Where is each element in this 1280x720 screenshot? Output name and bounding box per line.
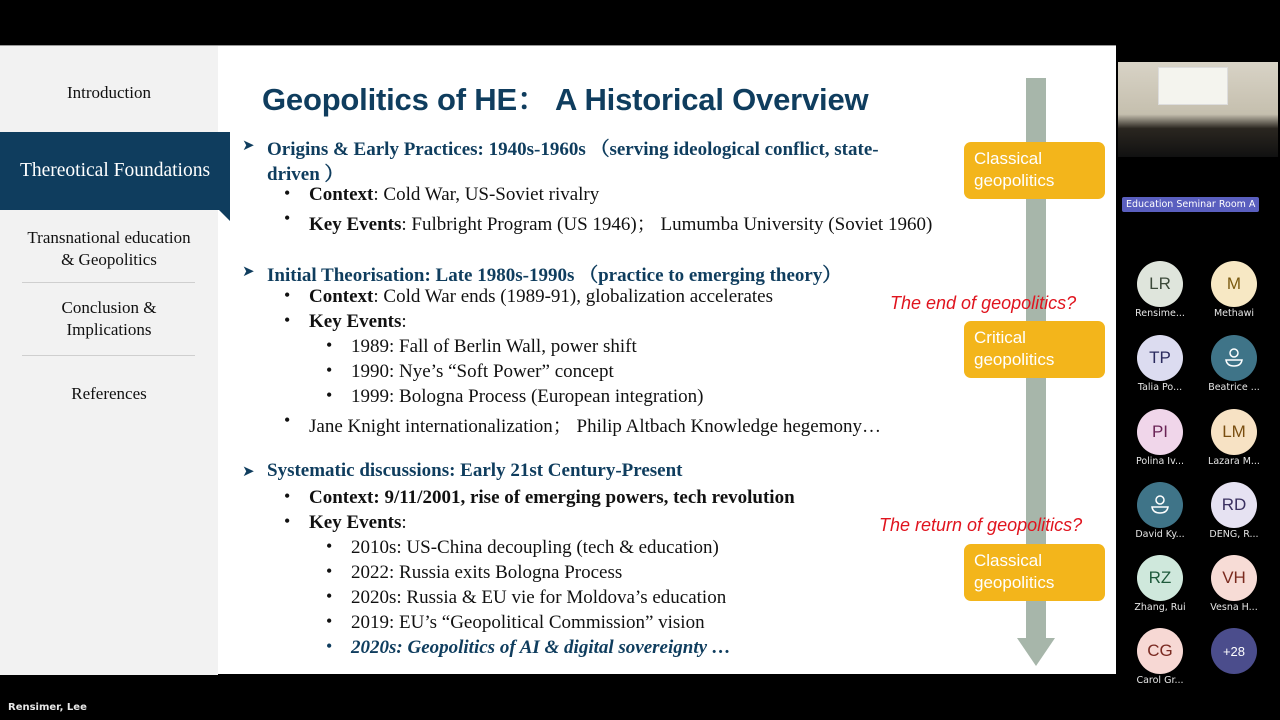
key-events-label: Key Events [309, 214, 402, 235]
room-label: Education Seminar Room A [1122, 197, 1259, 212]
more-participants-button[interactable] [1204, 628, 1264, 674]
nav-divider [22, 282, 195, 283]
arrow-bullet-icon: ➤ [242, 262, 255, 280]
participant-name: David Ky... [1135, 529, 1185, 540]
timeline-box-critical [964, 321, 1105, 378]
key-events-line [309, 311, 407, 333]
timeline-box-classical [964, 142, 1105, 199]
nav-label-line2: & Geopolitics [61, 250, 157, 269]
participant-tile[interactable] [1204, 482, 1264, 540]
avatar [1137, 482, 1183, 528]
avatar: RD [1211, 482, 1257, 528]
participant-tile[interactable] [1204, 409, 1264, 467]
avatar: LR [1137, 261, 1183, 307]
slide-content [218, 46, 1116, 675]
participant-name: DENG, R... [1209, 529, 1259, 540]
avatar: LM [1211, 409, 1257, 455]
key-events-label: Key Events [309, 512, 402, 533]
event-item: 2020s: Russia & EU vie for Moldova’s education [351, 587, 727, 608]
note-end-of-geopolitics: The end of geopolitics? [890, 293, 1077, 313]
timeline-arrow-down-icon [1017, 638, 1055, 666]
nav-label-line2: Implications [66, 320, 152, 339]
participant-tile[interactable] [1130, 335, 1190, 393]
avatar: PI [1137, 409, 1183, 455]
nav-item-theoretical-foundations: Thereotical Foundations [0, 132, 230, 210]
context-label: Context [309, 184, 374, 205]
participant-tile[interactable] [1130, 555, 1190, 613]
bullet-icon: • [284, 208, 291, 228]
box-line2: geopolitics [974, 350, 1055, 369]
more-count: +28 [1211, 628, 1257, 674]
participant-name: Lazara M... [1208, 456, 1260, 467]
event-item-highlight: 2020s: Geopolitics of AI & digital sovereignty … [351, 637, 731, 658]
bullet-icon: • [326, 335, 333, 355]
section-heading-systematic: Systematic discussions: Early 21st Century-Present [267, 460, 683, 481]
context-label: Context [309, 286, 374, 307]
person-icon [1149, 494, 1171, 516]
bullet-icon: • [284, 310, 291, 330]
slide-section-nav [0, 46, 218, 675]
box-line2: geopolitics [974, 573, 1055, 592]
participant-tile[interactable] [1130, 628, 1190, 686]
avatar: CG [1137, 628, 1183, 674]
nav-label-line1: Transnational education [27, 228, 191, 247]
event-item: 2019: EU’s “Geopolitical Commission” vision [351, 612, 705, 633]
person-icon [1223, 347, 1245, 369]
box-line1: Critical [974, 328, 1026, 347]
bullet-icon: • [326, 636, 333, 656]
participant-tile[interactable] [1204, 555, 1264, 613]
presentation-slide [0, 45, 1116, 674]
context-line [309, 184, 599, 206]
bullet-icon: • [326, 536, 333, 556]
box-line1: Classical [974, 551, 1043, 570]
participant-tile[interactable] [1130, 482, 1190, 540]
context-line: Context: 9/11/2001, rise of emerging powers, tech revolution [309, 487, 795, 508]
nav-item-references: References [71, 384, 147, 403]
colon: : [401, 311, 407, 332]
event-item: 2022: Russia exits Bologna Process [351, 562, 623, 583]
context-text: : Cold War ends (1989-91), globalization accelerates [373, 286, 774, 307]
participant-name: Rensime... [1135, 308, 1185, 319]
key-events-label: Key Events [309, 311, 402, 332]
context-text: : Cold War, US-Soviet rivalry [373, 184, 600, 205]
bullet-icon: • [326, 611, 333, 631]
note-return-of-geopolitics: The return of geopolitics? [879, 515, 1083, 535]
section-heading-origins: Origins & Early Practices: 1940s-1960s （serving ideological conflict, state- [267, 139, 879, 160]
bullet-icon: • [284, 486, 291, 506]
nav-item-transnational-education [0, 227, 218, 271]
event-item: 2010s: US-China decoupling (tech & education) [351, 537, 719, 558]
participant-name: Carol Gr... [1136, 675, 1184, 686]
key-events-line [309, 512, 407, 534]
participant-tile[interactable] [1204, 335, 1264, 393]
participant-tile[interactable] [1130, 409, 1190, 467]
avatar: RZ [1137, 555, 1183, 601]
timeline-box-classical-return [964, 544, 1105, 601]
bullet-icon: • [326, 360, 333, 380]
event-item: 1990: Nye’s “Soft Power” concept [351, 361, 614, 382]
slide-title: Geopolitics of HE： A Historical Overview [262, 82, 869, 117]
avatar: TP [1137, 335, 1183, 381]
participant-gallery [1116, 45, 1280, 686]
participant-name: Methawi [1213, 308, 1255, 319]
key-events-text: : Fulbright Program (US 1946)； Lumumba University (Soviet 1960) [401, 214, 933, 235]
nav-item-introduction: Introduction [66, 83, 152, 102]
nav-divider [22, 355, 195, 356]
projector-screen [1158, 67, 1228, 105]
nav-item-conclusion [0, 297, 218, 341]
participant-name: Beatrice ... [1208, 382, 1260, 393]
avatar [1211, 335, 1257, 381]
participant-tile[interactable] [1204, 261, 1264, 319]
box-line2: geopolitics [974, 171, 1055, 190]
bullet-icon: • [326, 561, 333, 581]
bullet-icon: • [284, 511, 291, 531]
event-item: 1999: Bologna Process (European integration) [351, 386, 704, 407]
colon: : [401, 512, 407, 533]
presenter-name-label: Rensimer, Lee [8, 702, 87, 713]
box-line1: Classical [974, 149, 1043, 168]
section-heading-theorisation: Initial Theorisation: Late 1980s-1990s （practice to emerging theory） [267, 265, 842, 286]
scholars-line: Jane Knight internationalization； Philip Altbach Knowledge hegemony… [309, 416, 881, 437]
key-events-line [309, 209, 932, 236]
avatar: VH [1211, 555, 1257, 601]
avatar: M [1211, 261, 1257, 307]
context-line [309, 286, 773, 308]
participant-name: Vesna H... [1210, 602, 1258, 613]
arrow-bullet-icon: ➤ [242, 462, 255, 480]
room-video-tile[interactable] [1118, 62, 1278, 157]
bullet-icon: • [326, 385, 333, 405]
participant-name: Zhang, Rui [1134, 602, 1186, 613]
bullet-icon: • [284, 285, 291, 305]
bullet-icon: • [284, 410, 291, 430]
participant-name: Polina Iv... [1135, 456, 1185, 467]
bullet-icon: • [326, 586, 333, 606]
participant-tile[interactable] [1130, 261, 1190, 319]
nav-label-line1: Conclusion & [61, 298, 157, 317]
bullet-icon: • [284, 183, 291, 203]
section-heading-origins-cont: driven ） [267, 164, 344, 185]
arrow-bullet-icon: ➤ [242, 136, 255, 154]
event-item: 1989: Fall of Berlin Wall, power shift [351, 336, 637, 357]
participant-name: Talia Po... [1137, 382, 1183, 393]
